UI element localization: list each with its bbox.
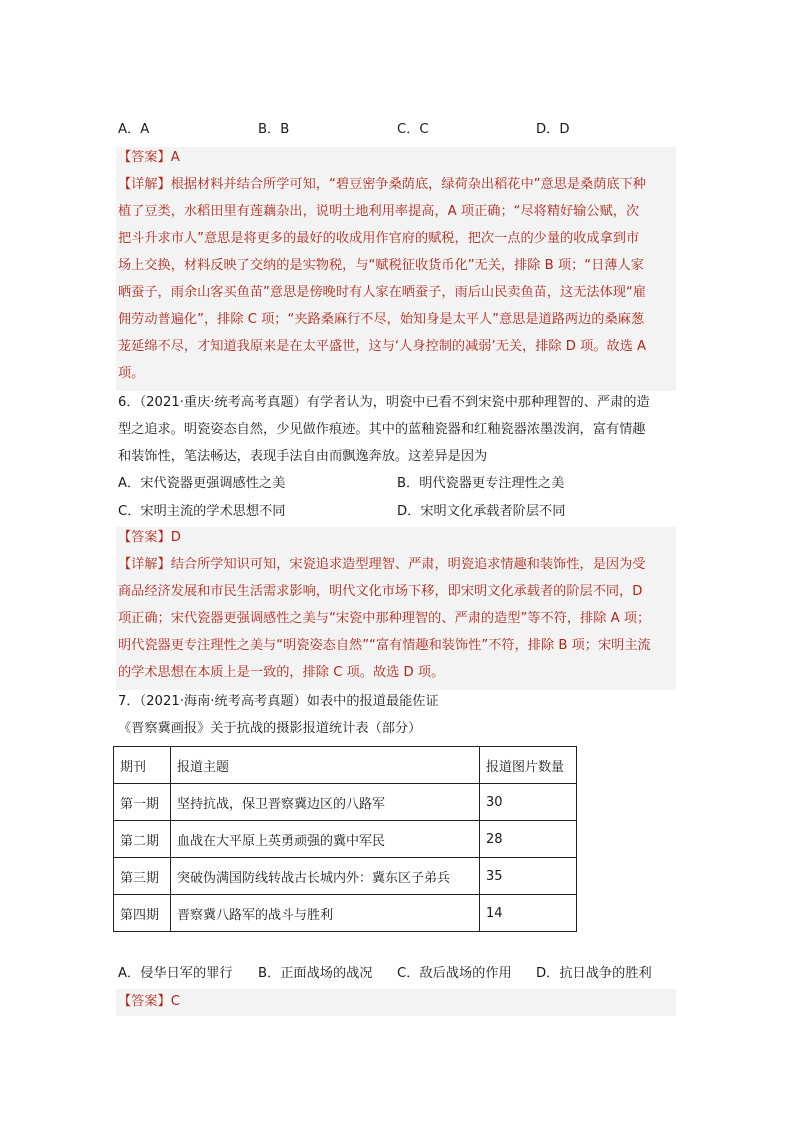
q6-stem-line: 6．（2021·重庆·统考高考真题）有学者认为，明瓷中已看不到宋瓷中那种理智的、严肃的造: [118, 395, 650, 410]
table-row: [114, 821, 577, 858]
table-cell: 突破伪满国防线转战古长城内外：冀东区子弟兵: [171, 858, 480, 895]
q5-answer: 【答案】A: [118, 150, 180, 165]
q6-option-d: D．宋明文化承载者阶层不同: [397, 504, 566, 519]
q6-detail-line: 商品经济发展和市民生活需求影响，明代文化市场下移，即宋明文化承载者的阶层不同，D: [118, 584, 643, 599]
q6-options-row1: [118, 475, 678, 492]
q5-option-d: D．D: [536, 122, 570, 137]
q7-option-c: C．敌后战场的作用: [397, 966, 512, 981]
q5-option-c: C．C: [397, 122, 429, 137]
q6-detail-line: 【详解】结合所学知识可知，宋瓷追求造型理智、严肃，明瓷追求情趣和装饰性，是因为受: [118, 557, 646, 572]
table-cell: 28: [480, 821, 577, 858]
q6-options-row2: [118, 503, 678, 520]
q5-detail-line: 【详解】根据材料并结合所学可知，“碧豆密争桑荫底，绿荷杂出稻花中”意思是桑荫底下种: [118, 177, 646, 192]
q6-option-c: C．宋明主流的学术思想不同: [118, 504, 286, 519]
table-cell: 晋察冀八路军的战斗与胜利: [171, 895, 480, 932]
table-cell: 血战在大平原上英勇顽强的冀中军民: [171, 821, 480, 858]
q6-detail-line: 的学术思想在本质上是一致的，排除 C 项。故选 D 项。: [118, 665, 445, 680]
table-cell: 35: [480, 858, 577, 895]
q5-option-a: A．A: [118, 122, 150, 137]
q5-detail-line: 晒蚕子，雨余山客买鱼苗”意思是傍晚时有人家在晒蚕子，雨后山民卖鱼苗，这无法体现“雇: [118, 285, 646, 300]
q6-detail-line: 明代瓷器更专注理性之美与“明瓷姿态自然”“富有情趣和装饰性”不符，排除 B 项；宋明主流: [118, 638, 651, 653]
table-cell: 30: [480, 784, 577, 821]
table-row: [114, 895, 577, 932]
q6-option-b: B．明代瓷器更专注理性之美: [397, 476, 565, 491]
table-cell: 第三期: [114, 858, 171, 895]
q7-answer-block: [116, 989, 676, 1016]
q5-detail-line: 茏延绵不尽，才知道我原来是在太平盛世，这与‘人身控制的减弱’无关，排除 D 项。故选 A: [118, 339, 647, 354]
q5-detail-line: 佣劳动普遍化”，排除 C 项；“夹路桑麻行不尽，始知身是太平人”意思是道路两边的桑麻葱: [118, 312, 645, 327]
table-cell: 坚持抗战，保卫晋察冀边区的八路军: [171, 784, 480, 821]
q6-stem-line: 和装饰性，笔法畅达，表现手法自由而飘逸奔放。这差异是因为: [118, 449, 488, 464]
table-cell: 第二期: [114, 821, 171, 858]
table-header-row: [114, 747, 577, 784]
table-cell: 第四期: [114, 895, 171, 932]
table-header-cell: 报道图片数量: [480, 747, 577, 784]
q5-options: [118, 121, 678, 138]
q6-answer: 【答案】D: [118, 530, 181, 545]
q6-option-a: A．宋代瓷器更强调感性之美: [118, 476, 286, 491]
q7-option-b: B．正面战场的战况: [258, 966, 373, 981]
q7-option-a: A．侵华日军的罪行: [118, 966, 233, 981]
q6-stem-line: 型之追求。明瓷姿态自然，少见做作痕迹。其中的蓝釉瓷器和红釉瓷器浓墨泼润，富有情趣: [118, 422, 646, 437]
q7-options: [118, 965, 678, 982]
table-row: [114, 858, 577, 895]
q7-option-d: D．抗日战争的胜利: [536, 966, 652, 981]
q7-statistics-table: [113, 746, 577, 932]
q5-detail-line: 植了豆类，水稻田里有莲藕杂出，说明土地利用率提高，A 项正确；“尽将精好输公赋，次: [118, 204, 640, 219]
q6-detail-line: 项正确；宋代瓷器更强调感性之美与“宋瓷中那种理智的、严肃的造型”等不符，排除 A 项；: [118, 611, 651, 626]
q5-option-b: B．B: [258, 122, 290, 137]
q7-answer: 【答案】C: [118, 994, 180, 1009]
table-row: [114, 784, 577, 821]
table-header-cell: 报道主题: [171, 747, 480, 784]
q7-table-title: 《晋察冀画报》关于抗战的摄影报道统计表（部分）: [118, 721, 422, 736]
table-cell: 14: [480, 895, 577, 932]
table-header-cell: 期刊: [114, 747, 171, 784]
q7-stem: 7．（2021·海南·统考高考真题）如表中的报道最能佐证: [118, 694, 439, 709]
q5-detail-line: 项。: [118, 366, 145, 381]
q5-detail-line: 场上交换，材料反映了交纳的是实物税，与“赋税征收货币化”无关，排除 B 项；“日薄人家: [118, 258, 644, 273]
table-cell: 第一期: [114, 784, 171, 821]
q5-detail-line: 把斗升求市人”意思是将更多的最好的收成用作官府的赋税，把次一点的少量的收成拿到市: [118, 231, 640, 246]
